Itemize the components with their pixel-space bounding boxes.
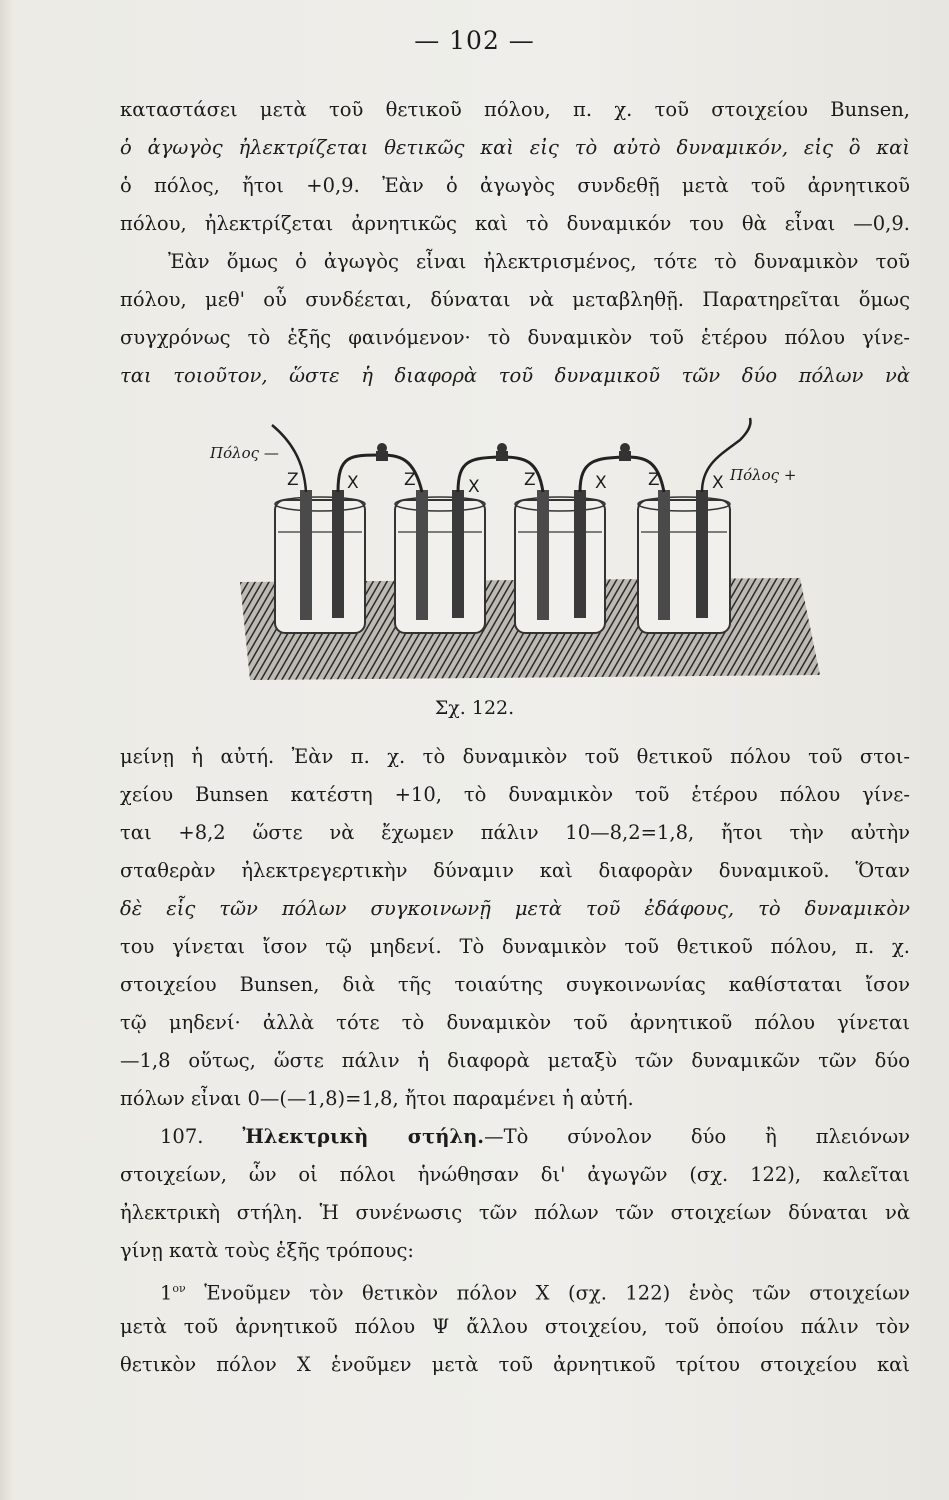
text-line: σταθερὰν ἠλεκτρεγερτικὴν δύναμιν καὶ διαφορὰν δυναμικοῦ. Ὅταν: [120, 859, 910, 882]
electrode-z-label: Z: [648, 470, 660, 490]
electrode-x-label: X: [468, 477, 480, 497]
electrode-z-label: Z: [404, 470, 416, 490]
paragraph-main: [120, 738, 910, 1384]
text-line: μείνῃ ἡ αὐτή. Ἐὰν π. χ. τὸ δυναμικὸν τοῦ θετικοῦ πόλου τοῦ στοι-: [120, 745, 910, 768]
battery-figure: [200, 400, 840, 690]
battery-illustration: [200, 400, 840, 690]
text-line: δὲ εἷς τῶν πόλων συγκοινωνῇ μετὰ τοῦ ἐδάφους, τὸ δυναμικὸν: [120, 897, 910, 920]
text-line: ὁ ἀγωγὸς ἠλεκτρίζεται θετικῶς καὶ εἰς τὸ αὐτὸ δυναμικόν, εἰς ὃ καὶ: [120, 136, 910, 159]
electrode-x-label: X: [347, 473, 359, 493]
jar: [275, 490, 365, 633]
jar: [395, 490, 485, 633]
figure-caption: Σχ. 122.: [434, 697, 515, 719]
section-number: 107.: [160, 1125, 204, 1148]
text-line: στοιχείων, ὧν οἱ πόλοι ἡνώθησαν δι' ἀγωγῶν (σχ. 122), καλεῖται: [120, 1163, 910, 1186]
electrode-x-label: X: [712, 473, 724, 493]
text-line: συγχρόνως τὸ ἑξῆς φαινόμενον· τὸ δυναμικὸν τοῦ ἑτέρου πόλου γίνε-: [120, 326, 910, 349]
text-line: τῷ μηδενί· ἀλλὰ τότε τὸ δυναμικὸν τοῦ ἀρνητικοῦ πόλου γίνεται: [120, 1011, 910, 1034]
electrode-x-label: X: [595, 473, 607, 493]
text-line: —1,8 οὕτως, ὥστε πάλιν ἡ διαφορὰ μεταξὺ τῶν δυναμικῶν τῶν δύο: [120, 1049, 910, 1072]
text-line: πόλων εἶναι 0—(—1,8)=1,8, ἤτοι παραμένει ἡ αὐτή.: [120, 1087, 634, 1110]
page-number: — 102 —: [414, 26, 535, 55]
text-line: καταστάσει μετὰ τοῦ θετικοῦ πόλου, π. χ. τοῦ στοιχείου Bunsen,: [120, 98, 910, 121]
text-line: ὁ πόλος, ἤτοι +0,9. Ἐὰν ὁ ἀγωγὸς συνδεθῇ μετὰ τοῦ ἀρνητικοῦ: [120, 174, 910, 197]
text-line: στοιχείου Bunsen, διὰ τῆς τοιαύτης συγκοινωνίας καθίσταται ἴσον: [120, 973, 910, 996]
negative-pole-label: Πόλος —: [210, 444, 279, 462]
item-text: Ἑνοῦμεν τὸν θετικὸν πόλον X (σχ. 122) ἑνὸς τῶν στοιχείων: [185, 1281, 910, 1305]
section-title: Ἠλεκτρικὴ στήλη.: [242, 1125, 485, 1148]
text-line: ἠλεκτρικὴ στήλη. Ἡ συνένωσις τῶν πόλων τῶν στοιχείων δύναται νὰ: [120, 1201, 910, 1224]
text-line: πόλου, ἠλεκτρίζεται ἀρνητικῶς καὶ τὸ δυναμικόν του θὰ εἶναι —0,9.: [120, 212, 910, 235]
text-line: μετὰ τοῦ ἀρνητικοῦ πόλου Ψ ἄλλου στοιχείου, τοῦ ὁποίου πάλιν τὸν: [120, 1315, 910, 1338]
electrode-z-label: Z: [287, 470, 299, 490]
jar: [515, 490, 605, 633]
text-line: του γίνεται ἴσον τῷ μηδενί. Τὸ δυναμικὸν τοῦ θετικοῦ πόλου, π. χ.: [120, 935, 910, 958]
electrode-z-label: Z: [524, 470, 536, 490]
text-line: θετικὸν πόλον X ἑνοῦμεν μετὰ τοῦ ἀρνητικοῦ τρίτου στοιχείου καὶ: [120, 1353, 910, 1376]
text-line: Ἐὰν ὅμως ὁ ἀγωγὸς εἶναι ἠλεκτρισμένος, τότε τὸ δυναμικὸν τοῦ: [168, 250, 910, 273]
list-item-line: [120, 1270, 910, 1308]
text-line: χείου Bunsen κατέστη +10, τὸ δυναμικὸν τοῦ ἑτέρου πόλου γίνε-: [120, 783, 910, 806]
positive-pole-label: Πόλος +: [730, 466, 797, 484]
jar: [638, 490, 730, 633]
text-line: πόλου, μεθ' οὗ συνδέεται, δύναται νὰ μεταβληθῇ. Παρατηρεῖται ὅμως: [120, 288, 910, 311]
section-heading-line: [120, 1118, 910, 1156]
item-ordinal-suffix: ον: [172, 1282, 186, 1295]
text-line: ται +8,2 ὥστε νὰ ἔχωμεν πάλιν 10—8,2=1,8, ἤτοι τὴν αὐτὴν: [120, 821, 910, 844]
text-line: ται τοιοῦτον, ὥστε ἡ διαφορὰ τοῦ δυναμικοῦ τῶν δύο πόλων νὰ: [120, 364, 910, 387]
section-text: —Τὸ σύνολον δύο ἢ πλειόνων: [484, 1125, 910, 1148]
text-line: γίνῃ κατὰ τοὺς ἑξῆς τρόπους:: [120, 1239, 414, 1262]
paragraph-top: [120, 91, 910, 395]
item-number: 1: [160, 1281, 173, 1305]
